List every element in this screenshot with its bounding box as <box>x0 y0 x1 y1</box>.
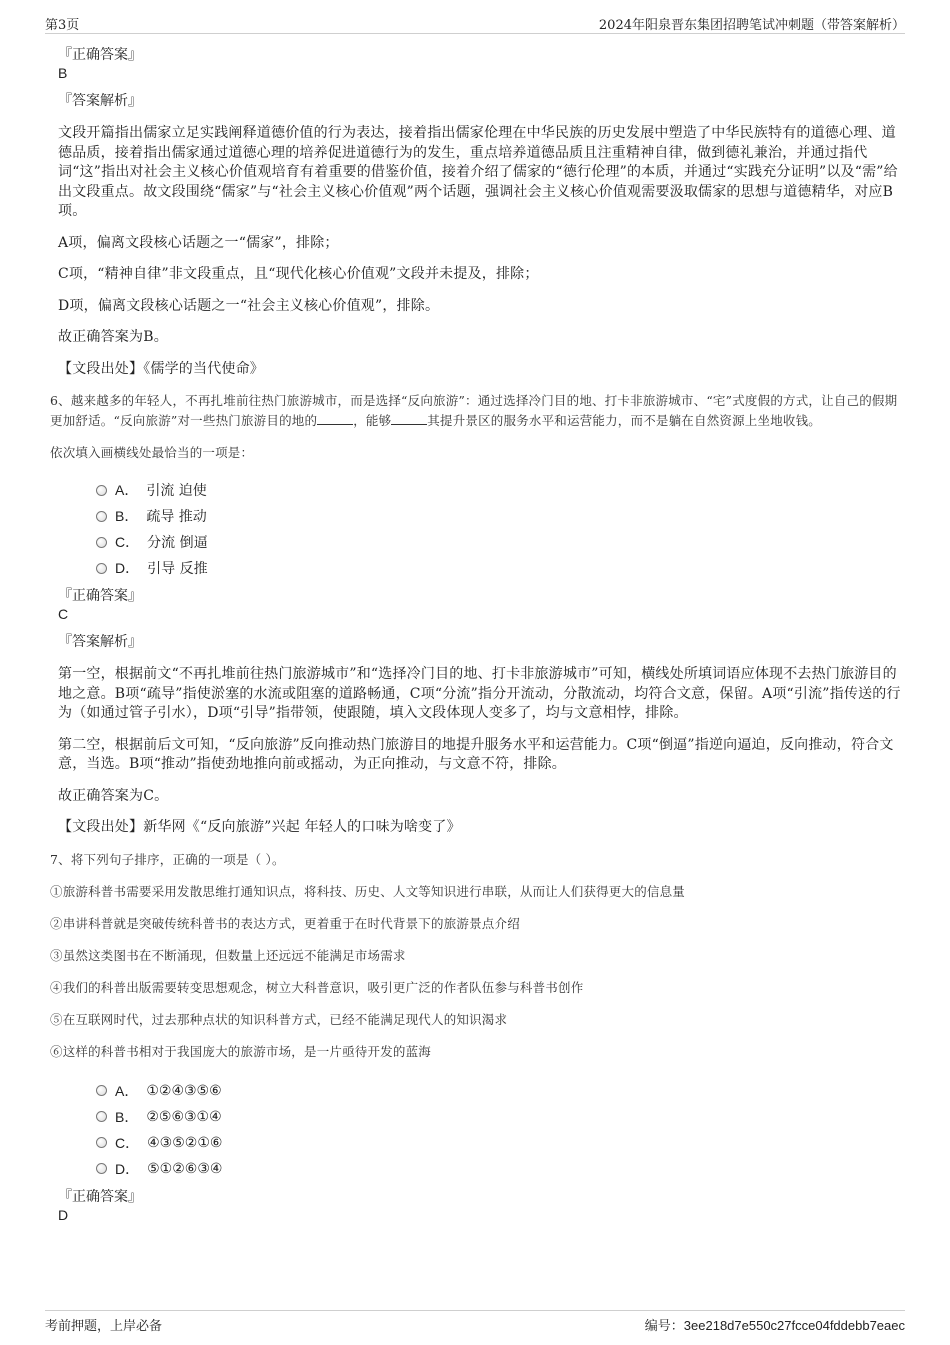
analysis-paragraph: C项，“精神自律”非文段重点，且“现代化核心价值观”文段并未提及，排除； <box>58 266 539 282</box>
answer-value: B <box>58 65 68 81</box>
option-letter: B． <box>115 508 139 524</box>
option-letter: A． <box>115 1082 139 1099</box>
analysis-tag: 『答案解析』 <box>58 634 142 650</box>
document-body <box>50 46 902 1234</box>
stem-part: ，能够 <box>353 413 392 428</box>
sentence-item: ②串讲科普就是突破传统科普书的表达方式，更着重于在时代背景下的旅游景点介绍 <box>50 915 520 931</box>
analysis-paragraph: 第一空，根据前文“不再扎堆前往热门旅游城市”和“选择冷门目的地、打卡非旅游城市”可知，横线处所填词语应体现不去热门旅游目的地之意。B项“疏导”指使淤塞的水流或阻塞的道路畅通，C项“分流”指分开流动，分散流动，均符合文意，保留。A项“引流”指传送的行为（如通过管子引水），D项“引导”指带领，使跟随，填入文段体现人变多了，均与文意相悖，排除。 <box>58 666 901 721</box>
stem-part: 6、越来越多的年轻人，不再扎堆前往热门旅游城市，而是选择“反向旅游”：通过选择冷门目的地、打卡非旅游城市、“宅”式度假的方式，让自己的假期更加舒适。“反向旅游”对一些热门旅游目的地的 <box>50 393 898 428</box>
fill-blank <box>391 413 427 425</box>
option-b[interactable] <box>96 1104 902 1130</box>
page-header <box>45 12 905 34</box>
option-a[interactable] <box>96 477 902 503</box>
document-code <box>645 1315 905 1334</box>
option-letter: B． <box>115 1108 139 1125</box>
analysis-paragraph: D项，偏离文段核心话题之一“社会主义核心价值观”，排除。 <box>58 297 440 314</box>
radio-icon[interactable] <box>96 563 107 574</box>
radio-icon[interactable] <box>96 511 107 522</box>
radio-icon[interactable] <box>96 1085 107 1096</box>
option-text: ④③⑤②①⑥ <box>147 1134 223 1151</box>
source-citation: 【文段出处】《儒学的当代使命》 <box>58 360 264 377</box>
analysis-conclusion: 故正确答案为C。 <box>58 787 169 804</box>
option-text: ⑤①②⑥③④ <box>147 1160 223 1177</box>
option-letter: C． <box>115 534 140 550</box>
option-c[interactable] <box>96 1130 902 1156</box>
option-c[interactable] <box>96 529 902 555</box>
radio-icon[interactable] <box>96 537 107 548</box>
answer-tag: 『正确答案』 <box>58 47 142 63</box>
fill-blank <box>317 413 353 425</box>
sentence-item: ④我们的科普出版需要转变思想观念，树立大科普意识，吸引更广泛的作者队伍参与科普书创作 <box>50 979 584 995</box>
option-text: ①②④③⑤⑥ <box>146 1082 222 1099</box>
sentence-item: ⑥这样的科普书相对于我国庞大的旅游市场，是一片亟待开发的蓝海 <box>50 1043 432 1059</box>
page-footer <box>45 1310 905 1336</box>
option-letter: C． <box>115 1134 140 1151</box>
code-label: 编号： <box>644 1319 684 1334</box>
answer-value: D <box>58 1206 69 1223</box>
sentence-item: ①旅游科普书需要采用发散思维打通知识点，将科技、历史、人文等知识进行串联，从而让人们获得更大的信息量 <box>50 883 686 899</box>
option-text: 分流 倒逼 <box>147 535 208 551</box>
analysis-conclusion: 故正确答案为B。 <box>58 329 168 345</box>
answer-value: C <box>58 606 69 622</box>
source-citation: 【文段出处】新华网《“反向旅游”兴起 年轻人的口味为啥变了》 <box>58 819 461 835</box>
footer-slogan: 考前押题，上岸必备 <box>45 1319 163 1334</box>
page-number: 第3页 <box>45 18 80 33</box>
answer-tag: 『正确答案』 <box>58 1188 142 1205</box>
code-value: 3ee218d7e550c27fcce04fddebb7eaec <box>683 1318 905 1333</box>
document-title: 2024年阳泉晋东集团招聘笔试冲刺题（带答案解析） <box>598 18 905 33</box>
option-text: 疏导 推动 <box>146 509 207 525</box>
answer-tag: 『正确答案』 <box>58 588 142 604</box>
question-prompt: 依次填入画横线处最恰当的一项是： <box>50 445 254 460</box>
sentence-item: ③虽然这类图书在不断涌现，但数量上还远远不能满足市场需求 <box>50 947 406 963</box>
option-text: 引流 迫使 <box>146 483 207 499</box>
analysis-tag: 『答案解析』 <box>58 93 142 109</box>
option-letter: A． <box>115 482 139 498</box>
option-d[interactable] <box>96 555 902 581</box>
radio-icon[interactable] <box>96 1111 107 1122</box>
option-d[interactable] <box>96 1156 902 1182</box>
question-stem <box>50 391 902 431</box>
option-b[interactable] <box>96 503 902 529</box>
analysis-paragraph: 文段开篇指出儒家立足实践阐释道德价值的行为表达，接着指出儒家伦理在中华民族的历史发展中塑造了中华民族特有的道德心理、道德品质，接着指出儒家通过道德心理的培养促进道德行为的发生，重点培养道德品质且注重精神自律，做到德礼兼治，并通过指代词“这”指出对社会主义核心价值观培育有着重要的借鉴价值，接着介绍了儒家的“德行伦理”的本质，并通过“实践充分证明”以及“需”给出文段重点。故文段围绕“儒家”与“社会主义核心价值观”两个话题，强调社会主义核心价值观需要汲取儒家的思想与道德精华，对应B项。 <box>58 125 898 219</box>
option-letter: D． <box>115 1160 140 1177</box>
analysis-paragraph: 第二空，根据前后文可知，“反向旅游”反向推动热门旅游目的地提升服务水平和运营能力。C项“倒逼”指逆向逼迫，反向推动，符合文意，当选。B项“推动”指使劲地推向前或摇动，为正向推动，与文意不符，排除。 <box>58 736 894 772</box>
sentence-item: ⑤在互联网时代，过去那种点状的知识科普方式，已经不能满足现代人的知识渴求 <box>50 1011 508 1027</box>
option-text: ②⑤⑥③①④ <box>146 1108 222 1125</box>
option-a[interactable] <box>96 1078 902 1104</box>
option-letter: D． <box>115 560 140 576</box>
option-text: 引导 反推 <box>147 561 208 577</box>
radio-icon[interactable] <box>96 1137 107 1148</box>
option-list <box>96 477 902 581</box>
analysis-paragraph: A项，偏离文段核心话题之一“儒家”，排除； <box>58 234 339 251</box>
question-stem: 7、将下列句子排序，正确的一项是（ ）。 <box>50 851 285 867</box>
radio-icon[interactable] <box>96 1163 107 1174</box>
option-list <box>96 1078 902 1182</box>
stem-part: 其提升景区的服务水平和运营能力，而不是躺在自然资源上坐地收钱。 <box>427 413 821 428</box>
radio-icon[interactable] <box>96 485 107 496</box>
